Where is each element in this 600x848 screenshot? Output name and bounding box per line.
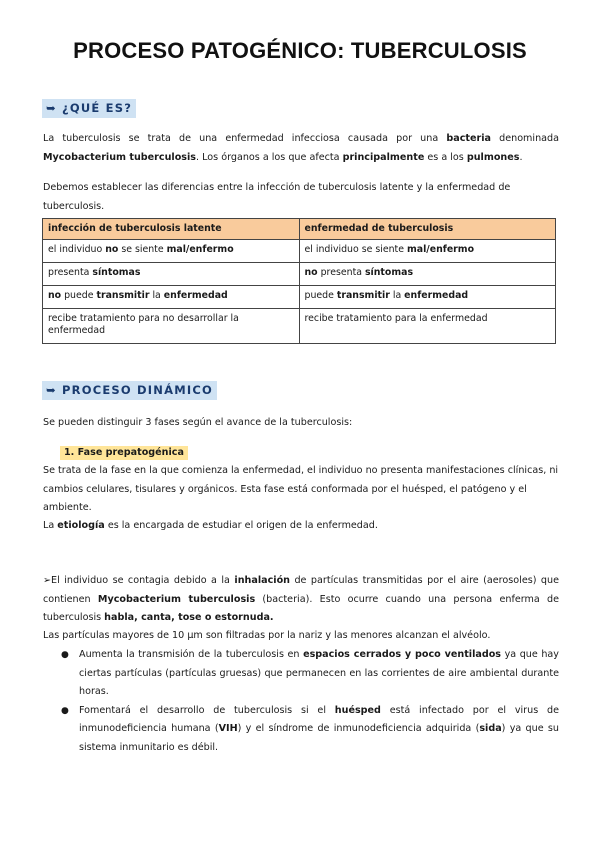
- comparison-table: [42, 218, 556, 344]
- table-cell: recibe tratamiento para no desarrollar la enfermedad: [43, 309, 300, 344]
- table-cell: puede transmitir la enfermedad: [299, 286, 556, 309]
- bullet-icon: ●: [61, 705, 69, 716]
- table-header-cell: infección de tuberculosis latente: [43, 219, 300, 240]
- table-cell: no puede transmitir la enfermedad: [43, 286, 300, 309]
- table-row: [43, 240, 556, 263]
- paragraph-differences: Debemos establecer las diferencias entre la infección de tuberculosis latente y la enfermedad de tuberculosis.: [43, 182, 511, 212]
- list-item: ● Fomentará el desarrollo de tuberculosis si el huésped está infectado por el virus de inmunodeficiencia humana (VIH) y el síndrome de inmunodeficiencia adquirida (sida) ya que su sistema inmunitario es débil.: [43, 702, 559, 758]
- paragraph-phase-1: Se trata de la fase en la que comienza la enfermedad, el individuo no presenta manifestaciones clínicas, ni cambios celulares, tisulares y orgánicos. Esta fase está conformada por el huésped, el patógeno y el ambiente.: [43, 465, 559, 513]
- table-cell: recibe tratamiento para la enfermedad: [299, 309, 556, 344]
- table-row: [43, 286, 556, 309]
- bullet-list: [43, 646, 559, 757]
- paragraph-particulas: Las partículas mayores de 10 μm son filtradas por la nariz y las menores alcanzan el alvéolo.: [43, 630, 491, 641]
- paragraph-etiologia: La etiología es la encargada de estudiar el origen de la enfermedad.: [43, 520, 378, 531]
- paragraph-phases-intro: Se pueden distinguir 3 fases según el avance de la tuberculosis:: [43, 417, 353, 428]
- section-heading-que-es: ➥ ¿QUÉ ES?: [42, 99, 136, 118]
- table-cell: no presenta síntomas: [299, 263, 556, 286]
- page-title: PROCESO PATOGÉNICO: TUBERCULOSIS: [73, 38, 527, 63]
- section-heading-proceso-dinamico: ➥ PROCESO DINÁMICO: [42, 381, 217, 400]
- table-cell: presenta síntomas: [43, 263, 300, 286]
- table-row: [43, 263, 556, 286]
- bullet-icon: ●: [61, 650, 69, 660]
- paragraph-definition: La tuberculosis se trata de una enfermedad infecciosa causada por una bacteria denominada Mycobacterium tuberculosis. Los órganos a los que afecta principalmente es a los pulmones.: [43, 133, 560, 163]
- table-header-row: [43, 219, 556, 240]
- table-cell: el individuo se siente mal/enfermo: [299, 240, 556, 263]
- table-row: [43, 309, 556, 344]
- paragraph-contagio: ➢El individuo se contagia debido a la inhalación de partículas transmitidas por el aire (aerosoles) que contienen Mycobacterium tuberculosis (bacteria). Esto ocurre cuando una persona enferma de tuberculosis habla, canta, tose o estornuda.: [43, 575, 559, 623]
- list-item: ● Aumenta la transmisión de la tuberculosis en espacios cerrados y poco ventilados ya que hay ciertas partículas (partículas gruesas) que permanecen en las corrientes de aire ambiental durante horas.: [43, 646, 559, 702]
- table-header-cell: enfermedad de tuberculosis: [299, 219, 556, 240]
- phase-1-heading: 1. Fase prepatogénica: [60, 446, 188, 460]
- table-cell: el individuo no se siente mal/enfermo: [43, 240, 300, 263]
